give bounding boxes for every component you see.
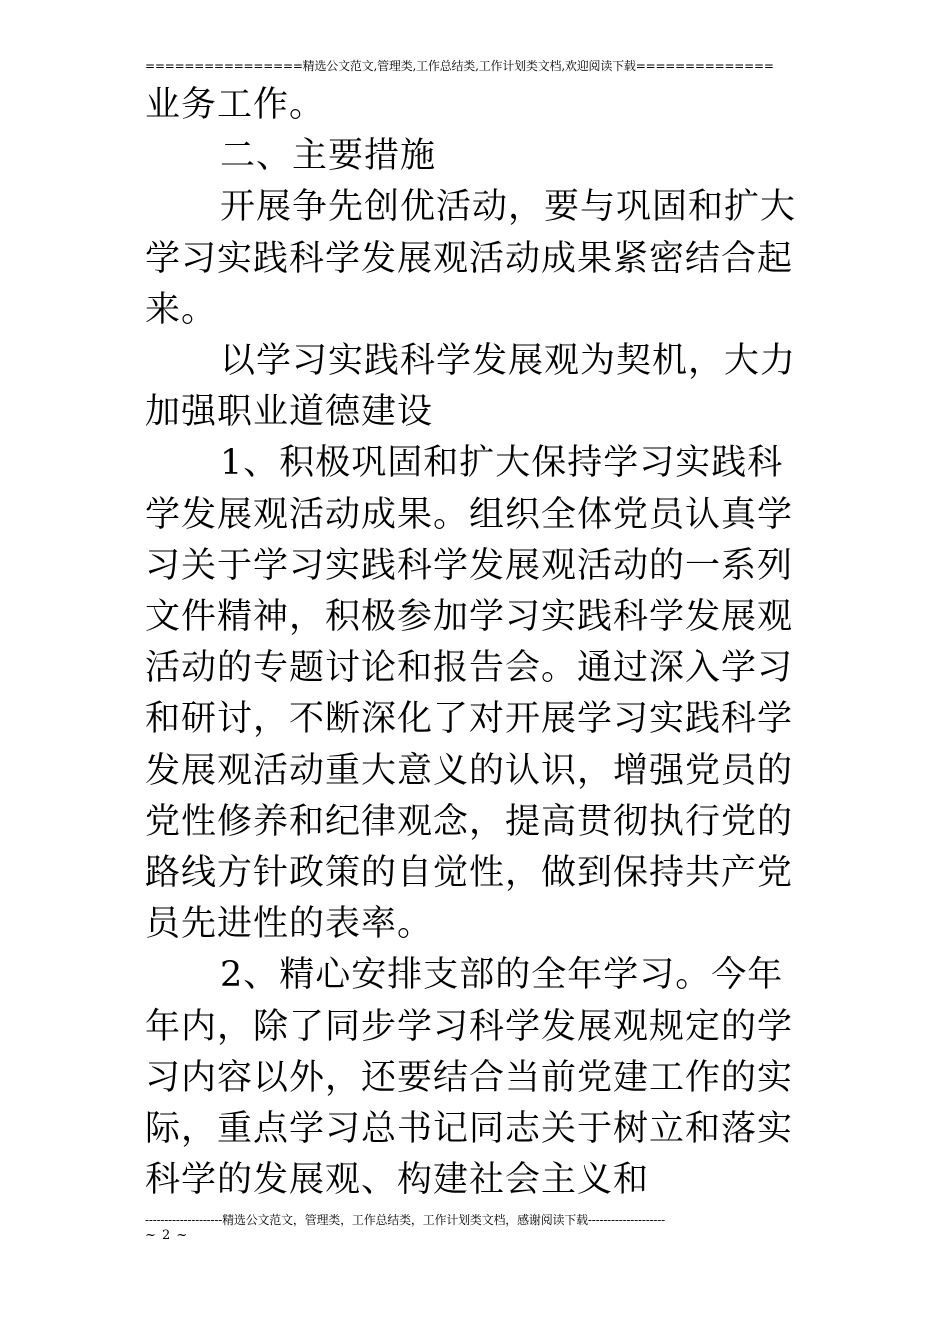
section-heading: 二、主要措施 bbox=[220, 136, 437, 177]
paragraph: 以学习实践科学发展观为契机，大力加强职业道德建设 bbox=[145, 341, 797, 433]
paragraph: 1、积极巩固和扩大保持学习实践科学发展观活动成果。组织全体党员认真学习关于学习实践科学发展观活动的一系列文件精神，积极参加学习实践科学发展观活动的专题讨论和报告会。通过深入学习和研讨，不断深化了对开展学习实践科学发展观活动重大意义的认识，增强党员的党性修养和纪律观念，提高贯彻执行党的路线方针政策的自觉性，做到保持共产党员先进性的表率。 bbox=[145, 443, 794, 945]
paragraph: 业务工作。 bbox=[145, 85, 326, 125]
page-number: ~ 2 ~ bbox=[145, 1228, 189, 1243]
paragraph: 2、精心安排支部的全年学习。今年年内，除了同步学习科学发展观规定的学习内容以外，还要结合当前党建工作的实际，重点学习总书记同志关于树立和落实科学的发展观、构建社会主义和 bbox=[145, 955, 794, 1201]
paragraph: 开展争先创优活动，要与巩固和扩大学习实践科学发展观活动成果紧密结合起来。 bbox=[145, 187, 797, 330]
page-header: ================精选公文范文,管理类,工作总结类,工作计划类文档,欢迎阅读下载============== bbox=[145, 59, 774, 73]
page-footer: --------------------精选公文范文，管理类，工作总结类，工作计划类文档，感谢阅读下载-------------------- bbox=[145, 1213, 665, 1227]
document-body bbox=[145, 80, 815, 1206]
